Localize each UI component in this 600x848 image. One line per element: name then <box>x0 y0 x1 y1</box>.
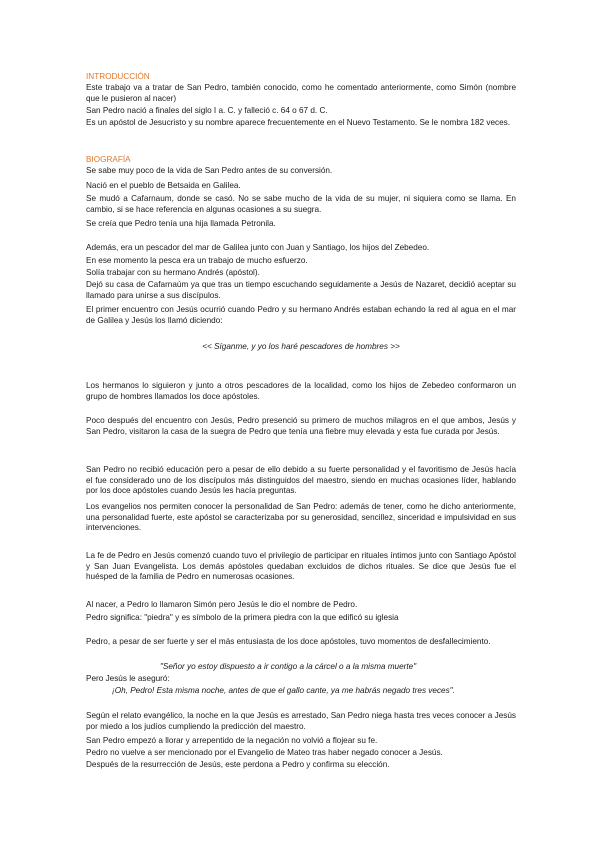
bio-paragraph-1: Se sabe muy poco de la vida de San Pedro antes de su conversión. <box>86 166 333 175</box>
paragraph-21: Pedro no vuelve a ser mencionado por el Evangelio de Mateo tras haber negado conocer a Jesús. <box>86 748 443 757</box>
bio-paragraph-3: Se mudó a Cafarnaum, donde se casó. No se sabe mucho de la vida de su mujer, ni siquiera como se llama. En cambio, si se hace referencia en algunas ocasiones a su suegra. <box>86 194 516 214</box>
bio-paragraph-2: Nació en el pueblo de Betsaida en Galilea. <box>86 181 241 190</box>
paragraph-15: Al nacer, a Pedro lo llamaron Simón pero Jesús le dio el nombre de Pedro. <box>86 600 358 609</box>
bio-paragraph-6: En ese momento la pesca era un trabajo de mucho esfuerzo. <box>86 256 308 265</box>
intro-paragraph-3: Es un apóstol de Jesucristo y su nombre aparece frecuentemente en el Nuevo Testamento. Se le nombra 182 veces. <box>86 118 511 127</box>
paragraph-11: Poco después del encuentro con Jesús, Pedro presenció su primero de muchos milagros en el que ambos, Jesús y San Pedro, visitaron la casa de la suegra de Pedro que tenía una fiebre muy elevada y esta fue curada por Jesús. <box>86 416 516 436</box>
intro-heading: INTRODUCCIÓN <box>86 72 150 81</box>
quote-pescadores: << Síganme, y yo los haré pescadores de hombres >> <box>202 342 400 351</box>
bio-paragraph-7: Solía trabajar con su hermano Andrés (apóstol). <box>86 268 260 277</box>
bio-paragraph-9: El primer encuentro con Jesús ocurrió cuando Pedro y su hermano Andrés estaban echando la red al agua en el mar de Galilea y Jesús los llamó diciendo: <box>86 305 516 325</box>
bio-paragraph-5: Además, era un pescador del mar de Galilea junto con Juan y Santiago, los hijos del Zebedeo. <box>86 243 430 252</box>
intro-paragraph-1: Este trabajo va a tratar de San Pedro, también conocido, como he comentado anteriormente, como Simón (nombre que le pusieron al nacer) <box>86 83 516 103</box>
bio-paragraph-8: Dejó su casa de Cafarnaúm ya que tras un tiempo escuchando seguidamente a Jesús de Nazaret, decidió aceptar su llamado para unirse a sus discípulos. <box>86 280 516 300</box>
paragraph-18: Pero Jesús le aseguró: <box>86 674 170 683</box>
paragraph-19: Según el relato evangélico, la noche en la que Jesús es arrestado, San Pedro niega hasta tres veces conocer a Jesús por miedo a los judíos cumpliendo la predicción del maestro. <box>86 711 516 731</box>
paragraph-22: Después de la resurrección de Jesús, este perdona a Pedro y confirma su elección. <box>86 760 390 769</box>
bio-heading: BIOGRAFÍA <box>86 155 131 164</box>
quote-senor: "Señor yo estoy dispuesto a ir contigo a la cárcel o a la misma muerte" <box>160 662 417 671</box>
paragraph-13: Los evangelios nos permiten conocer la personalidad de San Pedro: además de tener, como he dicho anteriormente, una personalidad fuerte, este apóstol se caracterizaba por su generosidad, sencillez, sinceridad e impulsividad en sus intervenciones. <box>86 502 516 532</box>
paragraph-16: Pedro significa: "piedra" y es símbolo de la primera piedra con la que edificó su iglesia <box>86 613 399 622</box>
paragraph-14: La fe de Pedro en Jesús comenzó cuando tuvo el privilegio de participar en rituales íntimos junto con Santiago Apóstol y San Juan Evangelista. Los demás apóstoles quedaban excluidos de dichos rituales. Se dice que Jesús fue el huésped de la familia de Pedro en numerosas ocasiones. <box>86 551 516 581</box>
paragraph-17: Pedro, a pesar de ser fuerte y ser el más entusiasta de los doce apóstoles, tuvo momentos de desfallecimiento. <box>86 637 491 646</box>
paragraph-12: San Pedro no recibió educación pero a pesar de ello debido a su fuerte personalidad y el favoritismo de Jesús hacía el fue considerado uno de los discípulos más distinguidos del maestro, siendo en muchas ocasiones líder, hablando por los doce apóstoles cuando Jesús les hacía preguntas. <box>86 465 516 495</box>
bio-paragraph-4: Se creía que Pedro tenía una hija llamada Petronila. <box>86 219 276 228</box>
paragraph-20: San Pedro empezó a llorar y arrepentido de la negación no volvió a flojear su fe. <box>86 736 378 745</box>
paragraph-10: Los hermanos lo siguieron y junto a otros pescadores de la localidad, como los hijos de Zebedeo conformaron un grupo de hombres llamados los doce apóstoles. <box>86 381 516 401</box>
intro-paragraph-2: San Pedro nació a finales del siglo I a. C. y falleció c. 64 o 67 d. C. <box>86 106 328 115</box>
quote-gallo: ¡Oh, Pedro! Esta misma noche, antes de que el gallo cante, ya me habrás negado tres veces". <box>112 686 455 695</box>
